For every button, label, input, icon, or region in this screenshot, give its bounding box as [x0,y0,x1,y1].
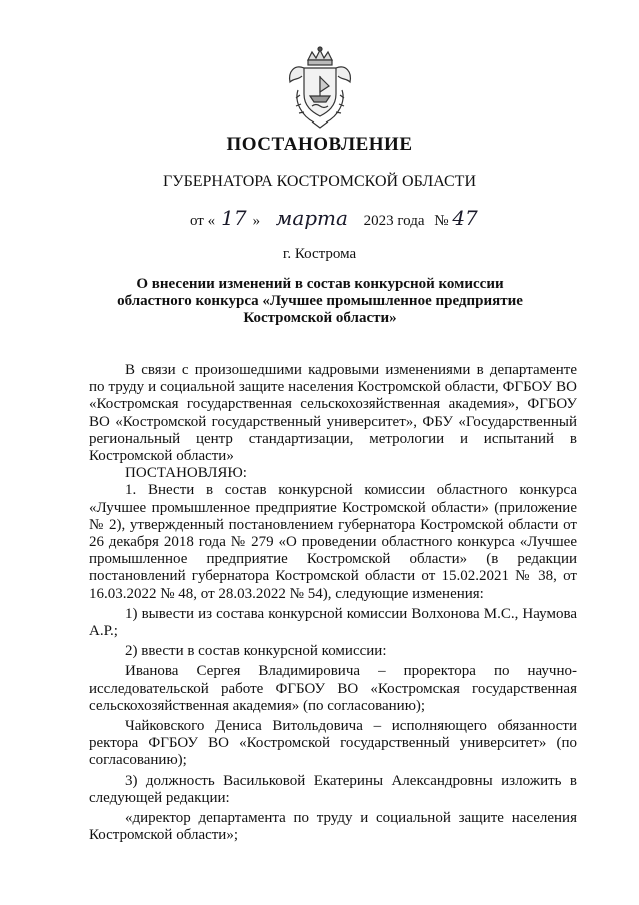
city: г. Кострома [282,246,357,262]
document-body [89,362,577,844]
paragraph: 1. Внести в состав конкурсной комиссии областного конкурса «Лучшее промышленное предприятие Костромской области» (приложение № 2), утвержденный постановлением губернатора Костромской области от 26 декабря 2018 года № 279 «О проведении областного конкурса «Лучшее промышленное предприятие Костромской области» (в редакции постановлений губернатора Костромской области от 15.02.2021 № 38, от 16.03.2022 № 48, от 28.03.2022 № 54), следующие изменения: [89,482,577,602]
number-prefix: № [434,213,449,229]
document-number: 47 [452,206,478,230]
date-mid: » [252,213,261,229]
date-line [190,206,478,230]
issuing-authority: ГУБЕРНАТОРА КОСТРОМСКОЙ ОБЛАСТИ [162,173,476,190]
paragraph: Чайковского Дениса Витольдовича – исполняющего обязанности ректора ФГБОУ ВО «Костромской государственный университет» (по согласованию); [89,718,577,769]
paragraph: 2) ввести в состав конкурсной комиссии: [125,643,387,660]
date-day: 17 [221,206,247,230]
paragraph: 3) должность Васильковой Екатерины Александровны изложить в следующей редакции: [89,772,577,806]
date-prefix: от « [190,213,216,229]
paragraph: «директор департамента по труду и социальной защите населения Костромской области»; [89,810,577,844]
paragraph: Иванова Сергея Владимировича – проректора по научно-исследовательской работе ФГБОУ ВО «Костромская государственная сельскохозяйственная академия» (по согласованию); [89,663,577,714]
date-year: 2023 года [363,213,425,229]
paragraph: В связи с произошедшими кадровыми изменениями в департаменте по труду и социальной защите населения Костромской области, ФГБОУ ВО «Костромская государственная сельскохозяйственная академия», ФГБОУ ВО «Костромской государственный университет», ФБУ «Государственный региональный центр стандартизации, метрологии и испытаний в Костромской области» [89,362,577,465]
date-month: марта [275,206,348,230]
paragraph: ПОСТАНОВЛЯЮ: [125,465,247,482]
paragraph: 1) вывести из состава конкурсной комиссии Волхонова М.С., Наумова А.Р.; [89,605,577,640]
coat-of-arms-icon [284,46,356,134]
document-title: ПОСТАНОВЛЕНИЕ [226,134,413,155]
document-subject: О внесении изменений в состав конкурсной комиссии областного конкурса «Лучшее промышленное предприятие Костромской области» [117,276,523,326]
